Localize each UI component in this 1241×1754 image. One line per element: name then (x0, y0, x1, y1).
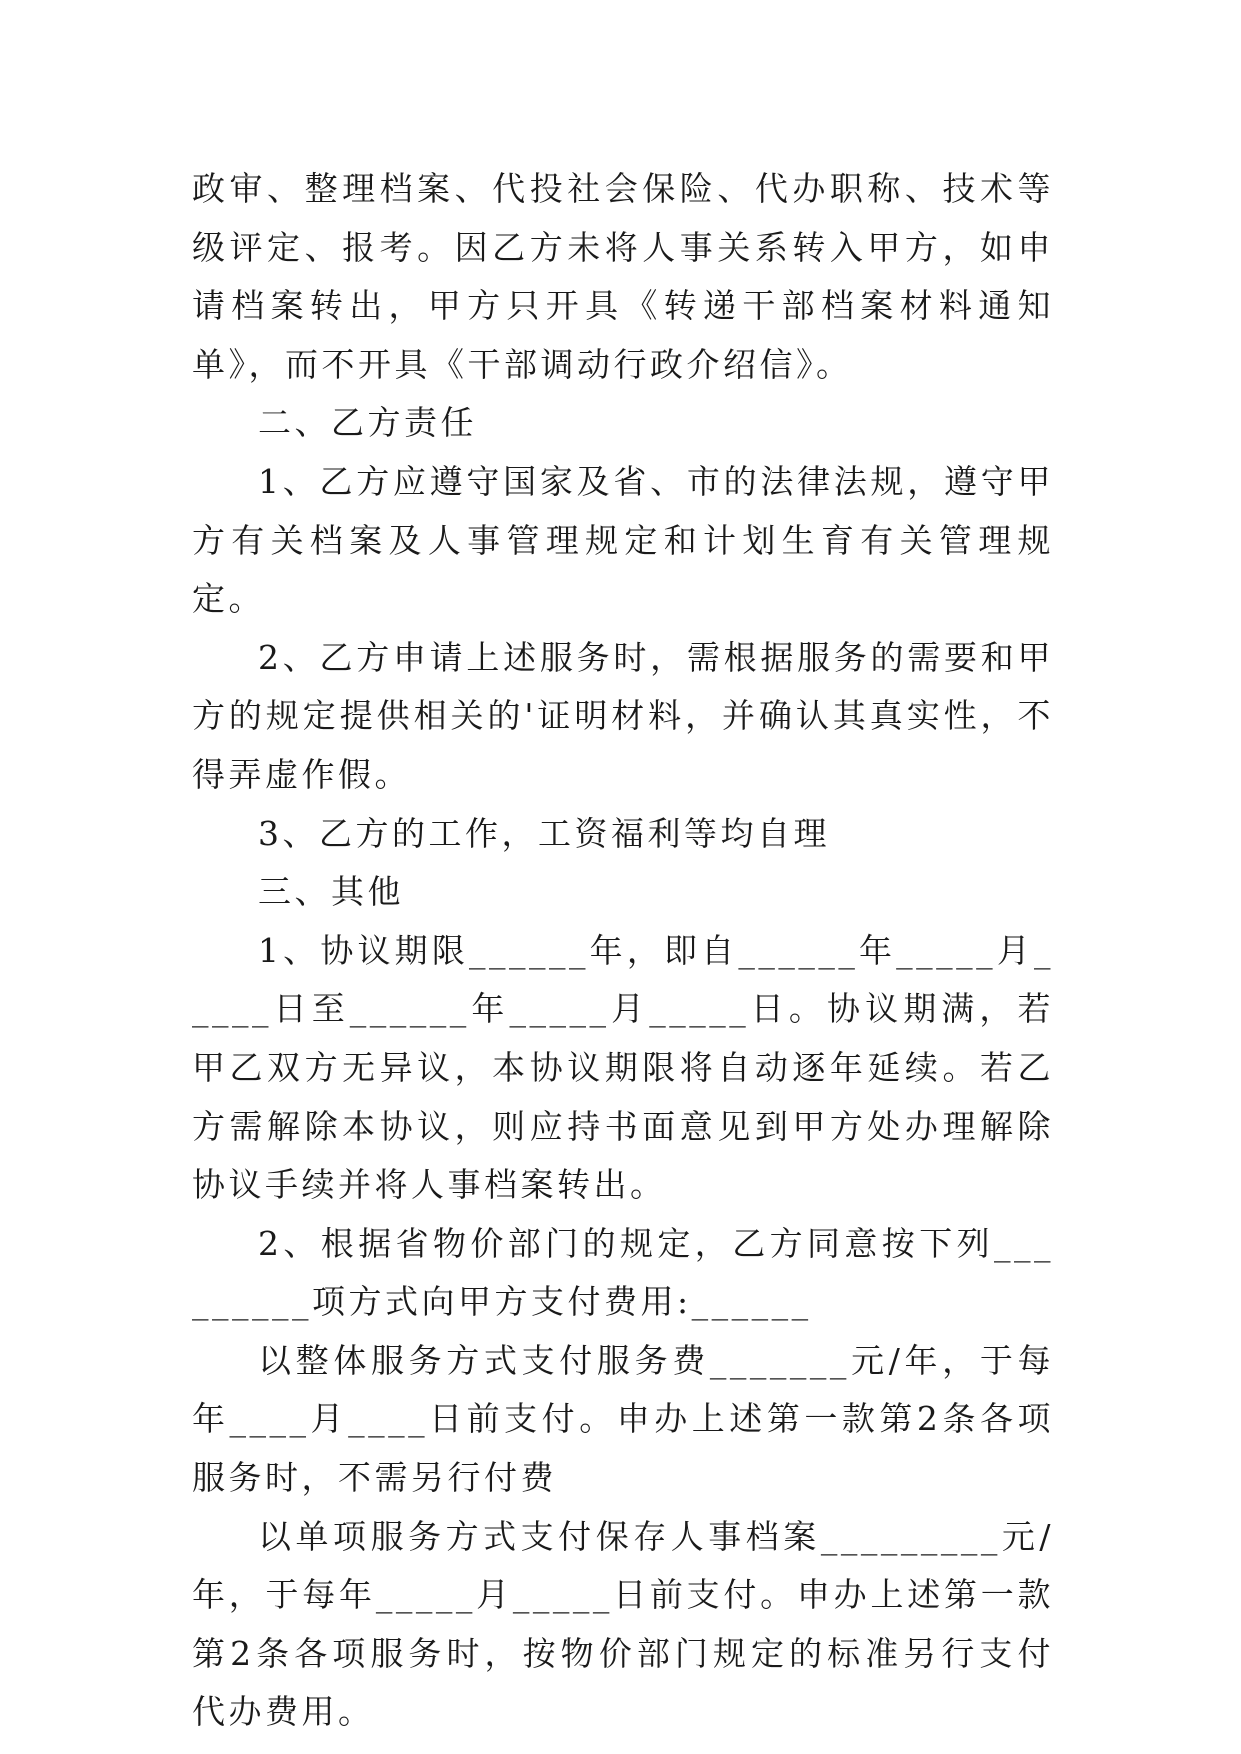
section-heading-party-b-responsibility: 二、乙方责任 (258, 403, 477, 443)
clause-b-2: 2、乙方申请上述服务时，需根据服务的需要和甲方的规定提供相关的'证明材料，并确认其真实性，不得弄虚作假。 (192, 637, 1054, 794)
payment-option-overall: 以整体服务方式支付服务费_______元/年，于每年____月____日前支付。申办上述第一款第2条各项服务时，不需另行付费 (192, 1340, 1054, 1498)
clause-b-3: 3、乙方的工作，工资福利等均自理 (258, 813, 830, 853)
paragraph-intro-continuation: 政审、整理档案、代投社会保险、代办职称、技术等级评定、报考。因乙方未将人事关系转入甲方，如申请档案转出，甲方只开具《转递干部档案材料通知单》，而不开具《干部调动行政介绍信》。 (192, 169, 1054, 384)
document-body (192, 160, 1054, 1742)
section-heading-other: 三、其他 (258, 872, 404, 912)
clause-b-1: 1、乙方应遵守国家及省、市的法律法规，遵守甲方有关档案及人事管理规定和计划生育有关管理规定。 (192, 461, 1054, 619)
clause-other-1-term: 1、协议期限______年，即自______年_____月_____日至______年_____月_____日。协议期满，若甲乙双方无异议，本协议期限将自动逐年延续。若乙方需解除本协议，则应持书面意见到甲方处办理解除协议手续并将人事档案转出。 (192, 930, 1054, 1205)
clause-other-2-payment: 2、根据省物价部门的规定，乙方同意按下列_________项方式向甲方支付费用:______ (192, 1223, 1054, 1322)
payment-option-itemized: 以单项服务方式支付保存人事档案_________元/年，于每年_____月_____日前支付。申办上述第一款第2条各项服务时，按物价部门规定的标准另行支付代办费用。 (192, 1516, 1054, 1732)
